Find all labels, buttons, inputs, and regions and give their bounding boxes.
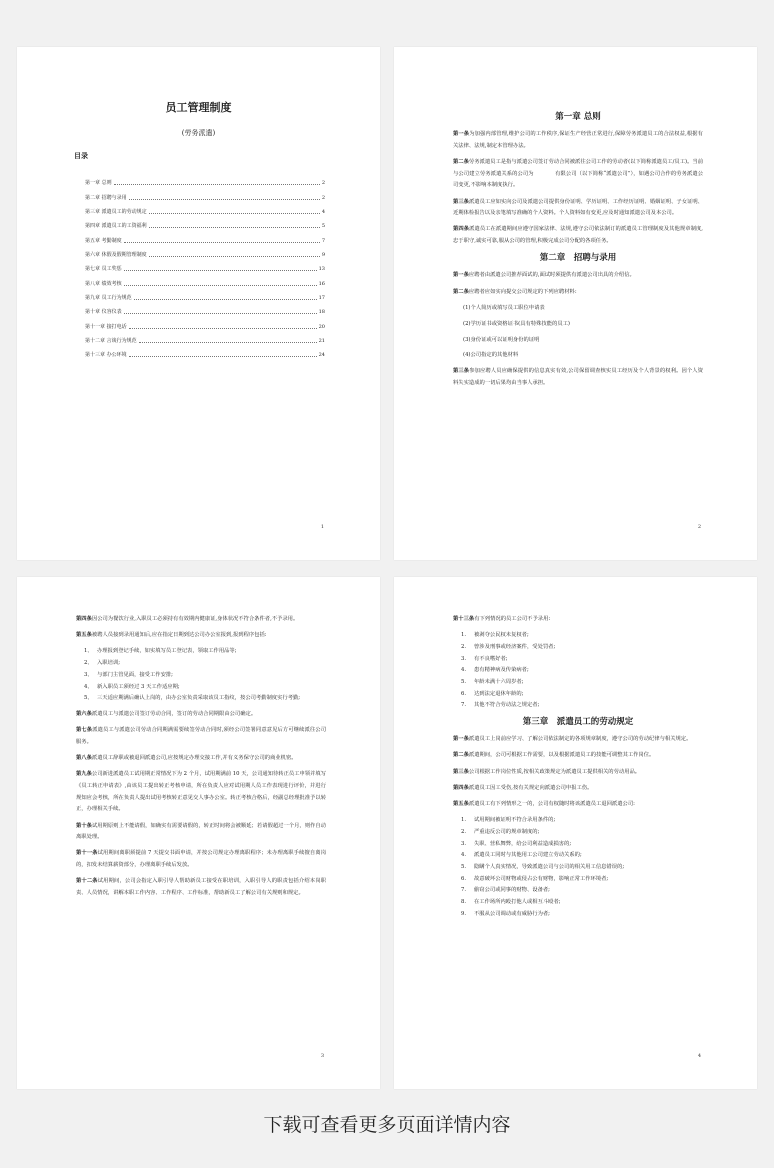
article: 第九条公司新进派遣员工试用期正常情况下为 2 个月，试用期满前 10 天，公司通知待转正员工申领并填写《员工转正申请表》,由该员工提出转正考核申请，所在负责人应对试用期人员工作表现进行评价，并进行规知应会考核，所在负责人提出试用考核转正意见交人事办公室。转正考核合格后，经副总经理批准予以转正，办理相关手续。 [76, 771, 326, 813]
list-item: 5、 三天适应期满后确认上岗的，由办公室负责采取该员工指纹，按公司考勤制度实行考勤; [84, 695, 301, 702]
article: 第十三条有下列情况的员工公司不予录用: [453, 616, 551, 622]
toc-item: 第五章 考勤制度 7 [85, 237, 325, 244]
list-item: (3)身份证或可以证明身份的证明 [463, 336, 540, 343]
list-item: (2)学历证书或资格证书(具有特殊技能的员工) [463, 320, 570, 327]
article: 第一条应聘者由派遣公司推荐面试的,面试时须提供有派遣公司出具的介绍信。 [453, 272, 635, 279]
article: 第二条应聘者应如实向提交公司规定的下列应聘材料: [453, 288, 577, 295]
list-item: 1. 试用期间被证明不符合录用条件的; [461, 817, 556, 824]
download-more-link[interactable]: 下载可查看更多页面详情内容 [263, 1114, 511, 1136]
numbered-list [76, 646, 326, 705]
article: 第四条派遣员工因工受伤,按有关规定向派遣公司申报工伤。 [453, 784, 593, 791]
list-item: 5. 隐瞒个人真实情况，导致派遣公司与公司的相关用工信息错误的; [461, 863, 625, 870]
article: 第一条为加强内部管理,维护公司的工作秩序,保证生产经营正常进行,保障劳务派遣员工的合法权益,根据有关法律、法规,制定本管理办法。 [453, 131, 703, 149]
list-item: 5. 年龄未满十六周岁者; [461, 679, 524, 686]
page-number: 4 [697, 1053, 701, 1059]
list-item: 2、 入职培训; [84, 660, 120, 667]
list-item: 9. 不服从公司调动或有威胁行为者; [461, 910, 550, 917]
toc-item: 第八章 绩效考核 16 [85, 280, 325, 287]
document-page-4 [394, 577, 757, 1089]
numbered-list [453, 630, 703, 712]
list-item: 3、 与部门主管见面，接受工作安排; [84, 671, 173, 678]
article: 第三条派遣员工应如实向公司及派遣公司提供身份证明、学历证明、工作经历证明、婚姻证明、子女证明、近期体检报告以及亲笔填写准确的个人资料。个人资料如有变更,应及时通知派遣公司及本公司。 [453, 198, 703, 217]
chapter-heading: 第二章 招聘与录用 [539, 253, 617, 264]
numbered-list [453, 815, 703, 920]
toc-item: 第二章 招聘与录用 2 [85, 194, 325, 201]
article: 第二条派遣期间，公司可根据工作需要，以及根据派遣员工的技能可调整其工作岗位。 [453, 752, 655, 759]
document-title: 员工管理制度 [165, 101, 232, 114]
article: 第六条派遣员工与派遣公司签订劳动合同，签订的劳动合同期限由公司确定。 [76, 710, 257, 717]
list-item: 3. 失职、营私舞弊，给公司利益造成损害的; [461, 840, 572, 847]
toc-item: 第十二章 言谈行为规范 21 [85, 338, 325, 345]
list-item: 4、 新入职员工须经过 3 天工作适应期; [84, 683, 180, 690]
list-item: 7. 偷窃公司或同事的财物、设备者; [461, 887, 550, 894]
table-of-contents [85, 172, 325, 358]
chapter-heading: 第三章 派遣员工的劳动规定 [522, 717, 634, 728]
list-item: (4)公司指定的其他材料 [463, 352, 519, 359]
article: 第五条被聘人员接到录用通知后,应在指定日期到达公司办公室报到,报到程序包括: [76, 632, 267, 639]
article: 第二条劳务派遣员工是指与派遣公司签订劳动合同被派往公司工作的劳动者(以下简称派遣员工/员工)。当前与公司建立劳务派遣关系的公司为 有限公司（以下简称“派遣公司”），如遇公司合作的劳务派遣公司变更,不影响本制度执行。 [453, 158, 703, 189]
toc-item: 第十一章 接打电话 20 [85, 323, 325, 330]
list-item: 4. 派遣员工同时与其他用工公司建立劳动关系的; [461, 852, 582, 859]
article: 第三条公司根据工作岗位性质,按相关政策规定为派遣员工提供相关的劳动用品。 [453, 768, 641, 775]
article: 第五条派遣员工有下列情形之一的，公司有权随时将该派遣员工退回派遣公司: [453, 800, 635, 807]
toc-item: 第七章 员工奖惩 13 [85, 266, 325, 273]
toc-item: 第十章 仪容仪表 18 [85, 309, 325, 316]
toc-item: 第一章 总则 2 [85, 180, 325, 187]
article: 第八条派遣员工辞职或被退回派遣公司,应按规定办理交接工作,并有义务保守公司的商业机密。 [76, 755, 297, 762]
article: 第一条派遣员工上岗前应学习、了解公司依法制定的各项规章制度，遵守公司的劳动纪律与相关规定。 [453, 736, 692, 743]
article: 第十条试用期原则上不能请假，如确实有需要请假的，转正时间将会被顺延；若请假超过一个月，则作自动离职处理。 [76, 822, 326, 841]
toc-item: 第四章 派遣员工的工资福利 5 [85, 223, 325, 230]
document-page-1 [17, 47, 380, 560]
article: 第四条派遣员工在派遣期间应遵守国家法律、法规,遵守公司依法制订的派遣员工管理制度及其他规章制度,忠于职守,诚实可靠,服从公司的管理,积极完成公司分配的各项任务。 [453, 226, 703, 245]
article: 第十一条试用期间离职须提前 7 天提交书面申请，并按公司规定办理离职程序；未办理离职手续擅自离岗的，扣发未结算薪资部分，办理离职手续后发放。 [76, 850, 326, 869]
toc-heading: 目录 [74, 151, 88, 160]
toc-item: 第九章 员工行为规范 17 [85, 295, 325, 302]
list-item: 2. 曾涉及刑事或经济案件，受处罚者; [461, 643, 556, 650]
article: 第七条派遣员工与派遣公司劳动合同期满需要续签劳动合同时,须经公司签署同意意见后方可继续派往公司服务。 [76, 727, 326, 745]
list-item: 2. 严重违反公司的规章制度的; [461, 828, 540, 835]
toc-item: 第三章 派遣员工的劳动规定 4 [85, 209, 325, 216]
article: 第十二条试用期间，公司会指定入职引导人帮助新员工接受在职培训，入职引导人的职责包括介绍本岗职责、人员情况，讲解本职工作内容、工作程序、工作标准，帮助新员工了解公司有关规则和规定。 [76, 878, 326, 897]
page-number: 2 [697, 524, 701, 530]
list-item: 8. 在工作场所内殴打他人或相互斗殴者; [461, 899, 561, 906]
page-number: 1 [320, 524, 324, 530]
chapter-heading: 第一章 总则 [555, 112, 601, 122]
list-item: (1)个人简历或填写员工职位申请表 [463, 304, 545, 311]
list-item: 1、 办理报到登记手续，如实填写员工登记表，领取工作用品等; [84, 648, 237, 655]
toc-item: 第六章 休假及假期管理制度 9 [85, 252, 325, 259]
page-number: 3 [320, 1053, 324, 1059]
list-item: 7. 其他不符合劳动法之规定者; [461, 702, 540, 709]
document-page-2 [394, 47, 757, 560]
document-subtitle: (劳务派遣) [181, 129, 216, 137]
list-item: 6. 故意破坏公司财物或侵占公有财物，影响正常工作环境者; [461, 875, 609, 882]
list-item: 6. 达到法定退休年龄的; [461, 690, 524, 697]
toc-item: 第十三章 办公环境 24 [85, 352, 325, 359]
article: 第四条因公司为餐饮行业,入职员工必须持有有效期内健康证,身体状况不符合条件者,不予录用。 [76, 616, 299, 622]
document-page-3 [17, 577, 380, 1089]
article: 第三条参加应聘人员应确保提供的信息真实有效,公司保留调查核实员工经历及个人背景的权利。因个人资料失实造成的一切后果均由当事人承担。 [453, 368, 703, 386]
list-item: 1. 被剥夺公民权未复权者; [461, 632, 529, 639]
list-item: 4. 患有精神病及传染病者; [461, 667, 529, 674]
list-item: 3. 有不良嗜好者; [461, 655, 508, 662]
